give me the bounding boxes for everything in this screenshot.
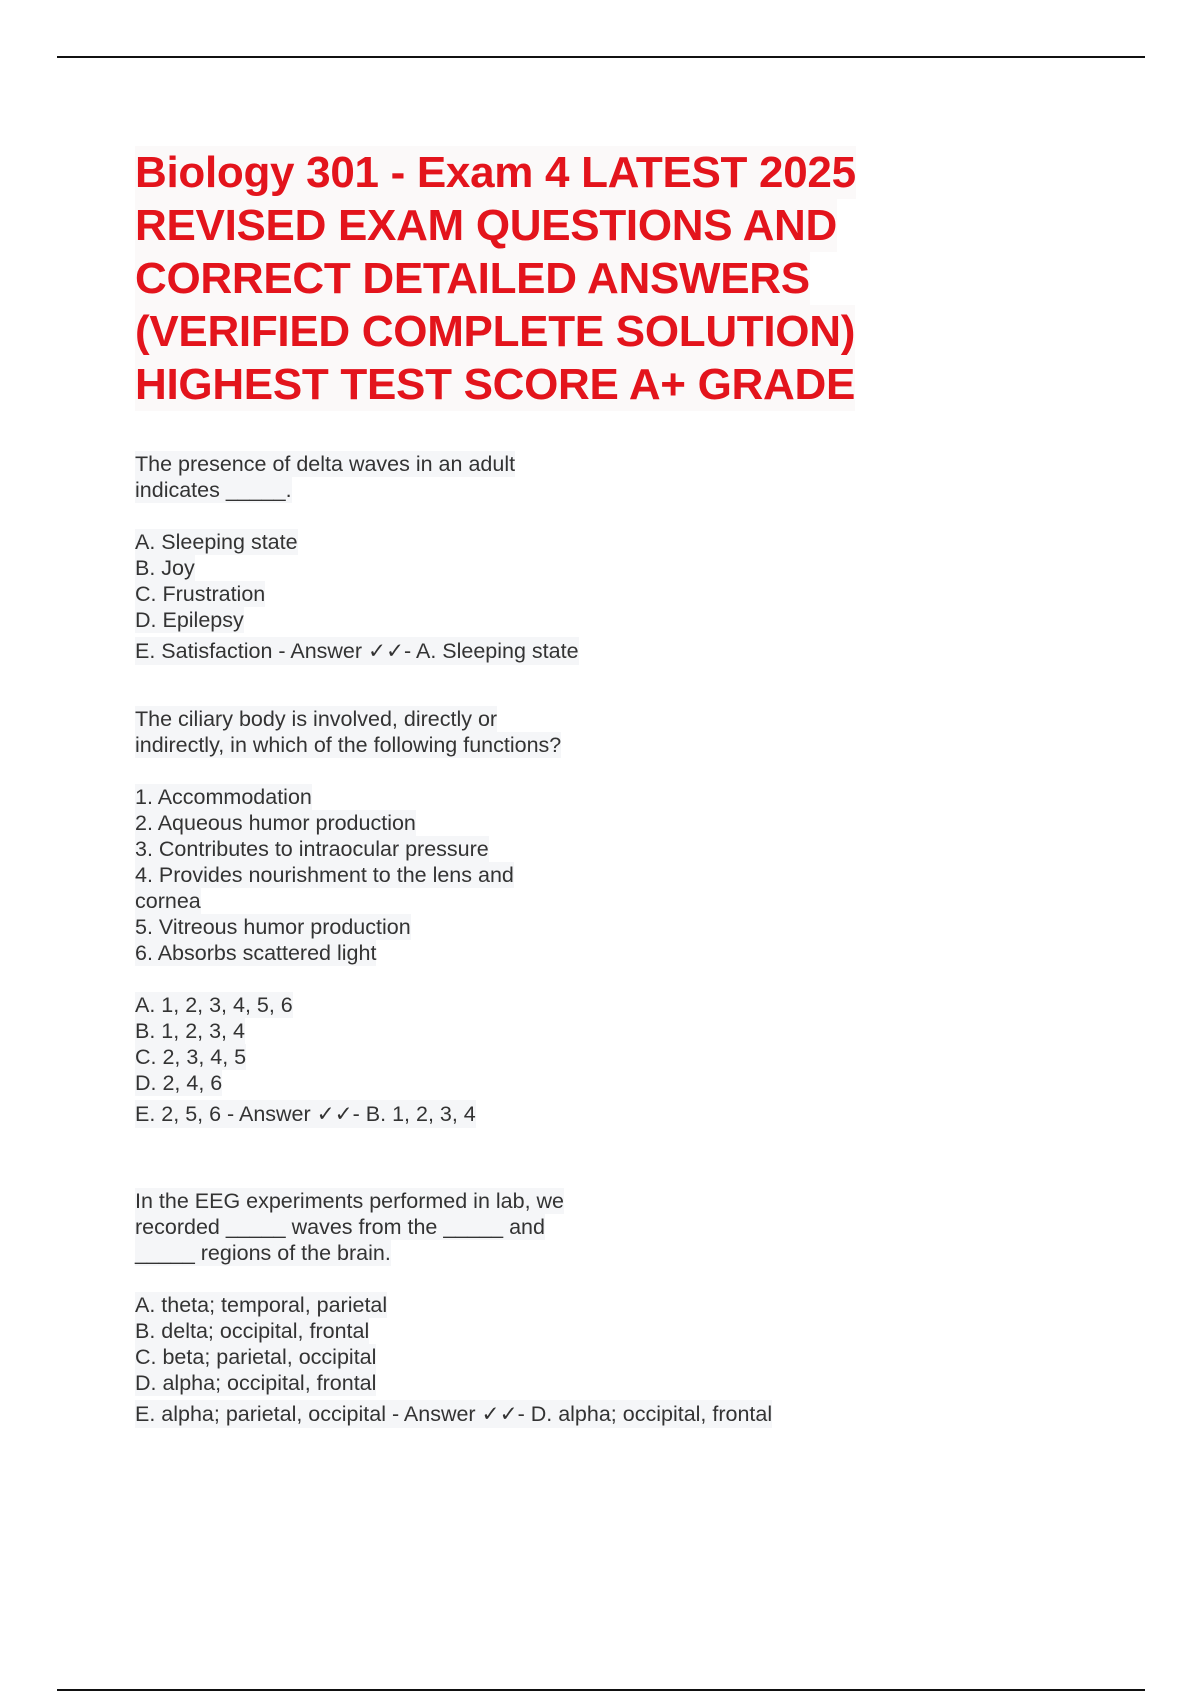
title-line: REVISED EXAM QUESTIONS AND	[135, 201, 838, 250]
option: D. alpha; occipital, frontal	[135, 1371, 377, 1395]
question-stem: The ciliary body is involved, directly or	[135, 707, 498, 731]
question-stem: indicates _____.	[135, 478, 292, 502]
top-rule	[57, 56, 1145, 58]
title-line: CORRECT DETAILED ANSWERS	[135, 254, 810, 303]
bottom-rule	[57, 1689, 1145, 1691]
question-2	[135, 706, 561, 1128]
title-line: Biology 301 - Exam 4 LATEST 2025	[135, 148, 856, 197]
document-title	[135, 146, 955, 411]
option: A. theta; temporal, parietal	[135, 1293, 388, 1317]
option: C. Frustration	[135, 582, 266, 606]
title-line: HIGHEST TEST SCORE A+ GRADE	[135, 360, 856, 409]
list-item: 4. Provides nourishment to the lens and	[135, 863, 514, 887]
question-stem: In the EEG experiments performed in lab, we	[135, 1189, 565, 1213]
option: B. 1, 2, 3, 4	[135, 1019, 245, 1043]
option: C. 2, 3, 4, 5	[135, 1045, 247, 1069]
list-item: 5. Vitreous humor production	[135, 915, 411, 939]
option: A. 1, 2, 3, 4, 5, 6	[135, 993, 293, 1017]
list-item: cornea	[135, 889, 201, 913]
list-item: 1. Accommodation	[135, 785, 312, 809]
list-item: 2. Aqueous humor production	[135, 811, 416, 835]
question-stem: The presence of delta waves in an adult	[135, 452, 516, 476]
option: A. Sleeping state	[135, 530, 298, 554]
question-stem: recorded _____ waves from the _____ and	[135, 1215, 545, 1239]
question-1	[135, 451, 579, 665]
option-with-answer: E. alpha; parietal, occipital - Answer ✓✓- D. alpha; occipital, frontal	[135, 1402, 773, 1426]
option: B. delta; occipital, frontal	[135, 1319, 370, 1343]
option: B. Joy	[135, 556, 195, 580]
option: D. 2, 4, 6	[135, 1071, 223, 1095]
option-with-answer: E. Satisfaction - Answer ✓✓- A. Sleeping state	[135, 639, 579, 663]
question-3	[135, 1188, 772, 1428]
option-with-answer: E. 2, 5, 6 - Answer ✓✓- B. 1, 2, 3, 4	[135, 1102, 476, 1126]
option: C. beta; parietal, occipital	[135, 1345, 377, 1369]
title-line: (VERIFIED COMPLETE SOLUTION)	[135, 307, 856, 356]
question-stem: indirectly, in which of the following functions?	[135, 733, 562, 757]
list-item: 6. Absorbs scattered light	[135, 941, 377, 965]
list-item: 3. Contributes to intraocular pressure	[135, 837, 489, 861]
option: D. Epilepsy	[135, 608, 244, 632]
question-stem: _____ regions of the brain.	[135, 1241, 391, 1265]
